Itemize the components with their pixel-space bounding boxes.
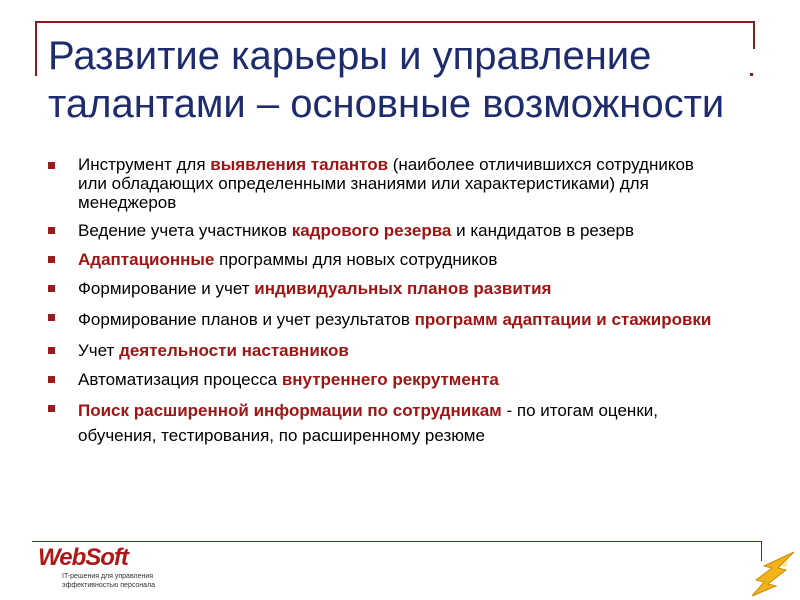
- bullet-item: [46, 249, 726, 270]
- bullet-text: - по итогам оценки, обучения, тестирования, по расширенному резюме: [78, 401, 658, 445]
- bullet-text: Формирование и учет: [78, 279, 255, 298]
- bullet-highlight: кадрового резерва: [291, 221, 452, 240]
- title-frame-left: [35, 21, 37, 76]
- bullet-item: [46, 155, 726, 212]
- bullet-item: [46, 340, 726, 361]
- logo-tagline: IT-решения для управления эффективностью персонала: [62, 573, 156, 589]
- logo-wordmark: WebSoft: [38, 544, 128, 571]
- bullet-highlight: Адаптационные: [78, 250, 215, 269]
- lightning-graphic-icon: [738, 550, 798, 598]
- bullet-item: [46, 278, 726, 299]
- websoft-logo: [38, 544, 178, 596]
- bullet-text: Инструмент для: [78, 155, 211, 174]
- bullet-item: [46, 369, 726, 390]
- bullet-text: (наиболее отличившихся сотрудников или обладающих определенными знаниями или характеристиками) для менеджеров: [78, 155, 694, 212]
- bullet-item: [46, 398, 726, 448]
- bullet-text: программы для новых сотрудников: [214, 250, 498, 269]
- bullet-highlight: программ адаптации и стажировки: [414, 310, 712, 329]
- bullet-text: Формирование планов и учет результатов: [78, 310, 415, 329]
- bullet-list: [46, 155, 726, 456]
- title-frame-right: [753, 21, 755, 49]
- bullet-text: Учет: [78, 341, 120, 360]
- bullet-text: Ведение учета участников: [78, 221, 292, 240]
- bullet-highlight: внутреннего рекрутмента: [281, 370, 499, 389]
- bullet-text: и кандидатов в резерв: [451, 221, 635, 240]
- footer-rule: [32, 541, 762, 542]
- bullet-highlight: индивидуальных планов развития: [254, 279, 552, 298]
- slide-title: Развитие карьеры и управление талантами – основные возможности: [48, 34, 725, 126]
- bullet-highlight: выявления талантов: [210, 155, 389, 174]
- bullet-highlight: Поиск расширенной информации по сотрудникам: [78, 401, 502, 420]
- bullet-item: [46, 220, 726, 241]
- title-frame-top: [35, 21, 755, 23]
- bullet-highlight: деятельности наставников: [119, 341, 349, 360]
- bullet-text: Автоматизация процесса: [78, 370, 282, 389]
- title-dot: [750, 73, 753, 76]
- bullet-item: [46, 307, 726, 332]
